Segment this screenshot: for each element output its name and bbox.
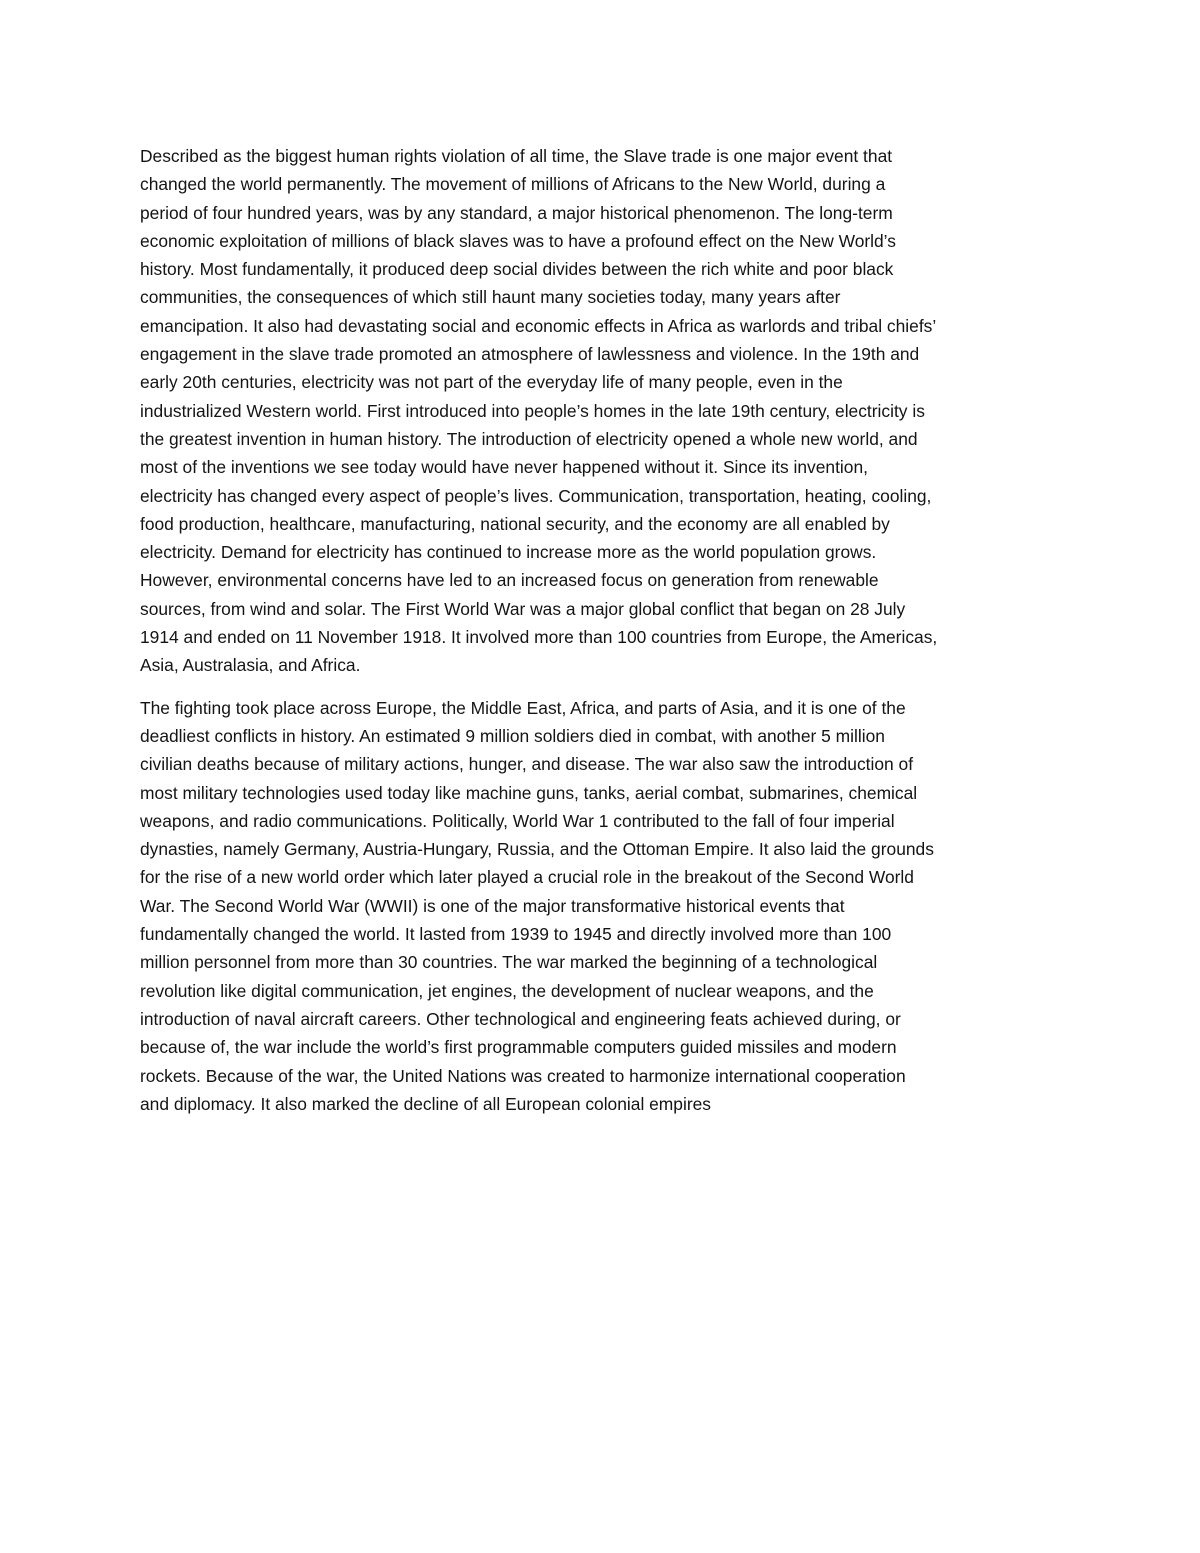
text-line: The fighting took place across Europe, the Middle East, Africa, and parts of Asia, and it is one of the bbox=[140, 697, 906, 718]
text-line: period of four hundred years, was by any standard, a major historical phenomenon. The long-term bbox=[140, 202, 893, 223]
text-line: for the rise of a new world order which later played a crucial role in the breakout of the Second World bbox=[140, 867, 914, 888]
text-line: sources, from wind and solar. The First World War was a major global conflict that began on 28 July bbox=[140, 598, 906, 619]
text-line: weapons, and radio communications. Politically, World War 1 contributed to the fall of four imperial bbox=[140, 810, 895, 831]
text-line: the greatest invention in human history. The introduction of electricity opened a whole new world, and bbox=[140, 428, 918, 449]
text-line: history. Most fundamentally, it produced deep social divides between the rich white and poor black bbox=[140, 259, 894, 280]
text-line: communities, the consequences of which still haunt many societies today, many years after bbox=[140, 287, 841, 308]
text-line: Described as the biggest human rights violation of all time, the Slave trade is one major event that bbox=[140, 146, 893, 166]
text-line: early 20th centuries, electricity was not part of the everyday life of many people, even in the bbox=[140, 372, 843, 393]
text-line: emancipation. It also had devastating social and economic effects in Africa as warlords and tribal chiefs’ bbox=[140, 315, 937, 336]
text-line: Asia, Australasia, and Africa. bbox=[140, 655, 361, 676]
text-line: revolution like digital communication, jet engines, the development of nuclear weapons, and the bbox=[140, 980, 874, 1001]
text-line: introduction of naval aircraft careers. Other technological and engineering feats achieved during, or bbox=[140, 1008, 901, 1029]
text-line: rockets. Because of the war, the United Nations was created to harmonize international cooperation bbox=[140, 1065, 906, 1086]
text-line: changed the world permanently. The movement of millions of Africans to the New World, during a bbox=[140, 174, 886, 195]
text-line: million personnel from more than 30 countries. The war marked the beginning of a technological bbox=[140, 952, 878, 973]
text-line: However, environmental concerns have led to an increased focus on generation from renewable bbox=[140, 570, 879, 591]
text-line: 1914 and ended on 11 November 1918. It involved more than 100 countries from Europe, the Americas, bbox=[140, 627, 938, 648]
paragraph-2 bbox=[140, 694, 1065, 1118]
text-line: fundamentally changed the world. It lasted from 1939 to 1945 and directly involved more than 100 bbox=[140, 924, 892, 945]
text-line: electricity. Demand for electricity has continued to increase more as the world population grows. bbox=[140, 542, 877, 563]
text-line: electricity has changed every aspect of people’s lives. Communication, transportation, heating, cooling, bbox=[140, 485, 932, 506]
paragraph-1 bbox=[140, 142, 1065, 680]
text-line: War. The Second World War (WWII) is one of the major transformative historical events that bbox=[140, 895, 845, 916]
text-line: industrialized Western world. First introduced into people’s homes in the late 19th century, electricity is bbox=[140, 400, 925, 421]
text-line: dynasties, namely Germany, Austria-Hungary, Russia, and the Ottoman Empire. It also laid the grounds bbox=[140, 839, 934, 860]
text-line: economic exploitation of millions of black slaves was to have a profound effect on the New World’s bbox=[140, 230, 896, 251]
text-line: deadliest conflicts in history. An estimated 9 million soldiers died in combat, with another 5 million bbox=[140, 725, 885, 746]
text-line: food production, healthcare, manufacturing, national security, and the economy are all enabled by bbox=[140, 513, 890, 534]
text-line: most of the inventions we see today would have never happened without it. Since its invention, bbox=[140, 457, 868, 478]
document-body bbox=[140, 142, 1065, 1132]
text-line: civilian deaths because of military actions, hunger, and disease. The war also saw the introduction of bbox=[140, 754, 914, 775]
text-line: most military technologies used today like machine guns, tanks, aerial combat, submarines, chemical bbox=[140, 782, 918, 803]
text-line: because of, the war include the world’s first programmable computers guided missiles and modern bbox=[140, 1037, 897, 1058]
text-line: engagement in the slave trade promoted an atmosphere of lawlessness and violence. In the 19th and bbox=[140, 344, 920, 365]
text-line: and diplomacy. It also marked the decline of all European colonial empires bbox=[140, 1093, 711, 1114]
